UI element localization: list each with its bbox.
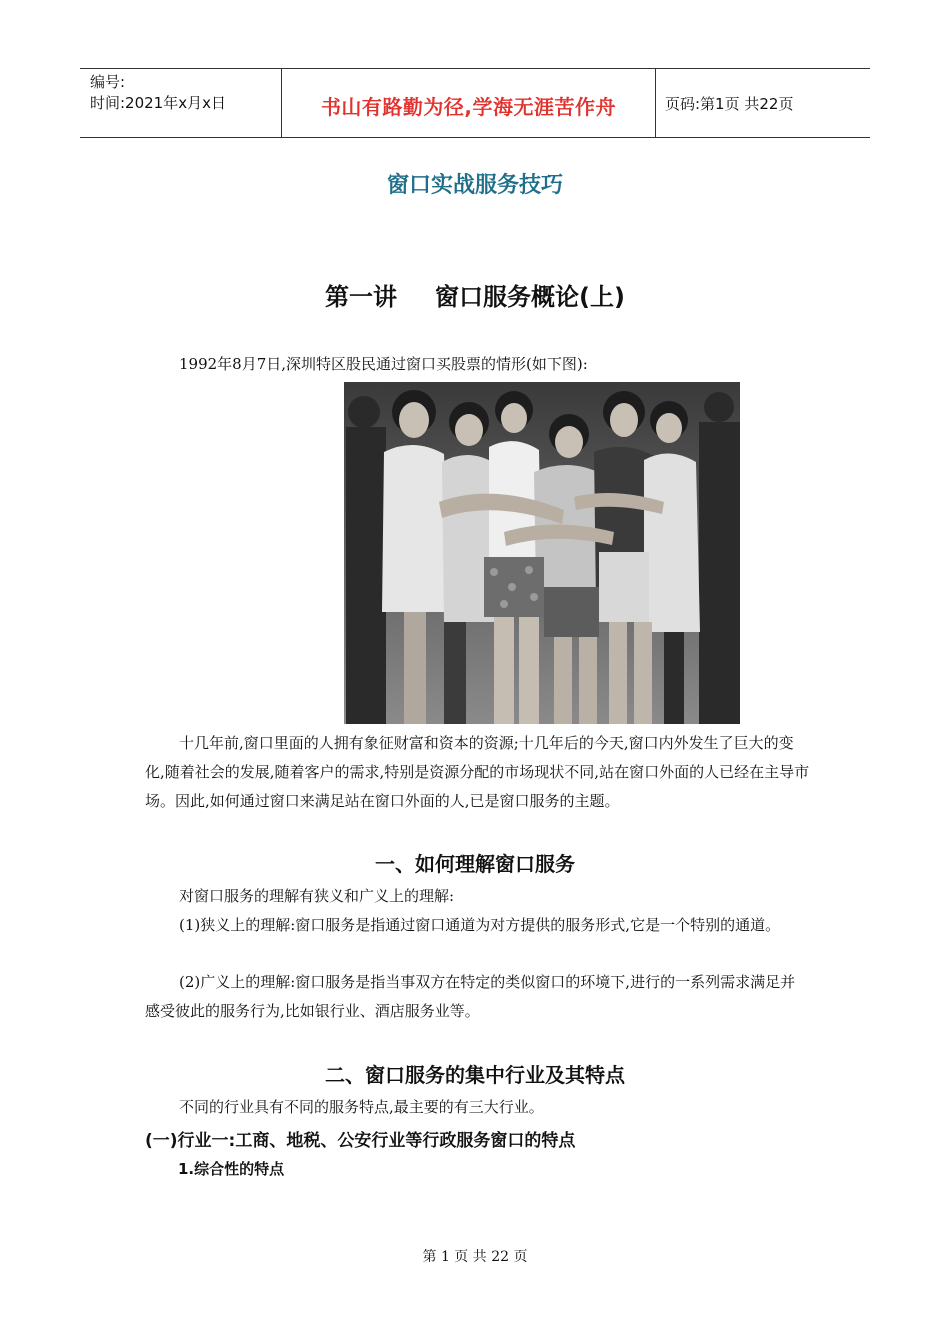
crowd-photo (344, 382, 740, 724)
motto: 书山有路勤为径,学海无涯苦作舟 (320, 95, 617, 119)
header-motto-cell (281, 69, 656, 137)
section-1-item-1: (1)狭义上的理解:窗口服务是指通过窗口通道为对方提供的服务形式,它是一个特别的通道。 (179, 916, 781, 934)
section-1-item-2: (2)广义上的理解:窗口服务是指当事双方在特定的类似窗口的环境下,进行的一系列需求满足并感受彼此的服务行为,比如银行业、酒店服务业等。 (145, 973, 796, 1020)
section-2-intro: 不同的行业具有不同的服务特点,最主要的有三大行业。 (179, 1098, 544, 1116)
page-header (80, 68, 870, 138)
date-label: 时间:2021年x月x日 (90, 94, 226, 112)
section-2-subheading-1-1: 1.综合性的特点 (178, 1160, 285, 1178)
section-2-subheading-1: (一)行业一:工商、地税、公安行业等行政服务窗口的特点 (145, 1131, 576, 1151)
section-2-heading: 二、窗口服务的集中行业及其特点 (325, 1063, 625, 1087)
lecture-title: 窗口服务概论(上) (435, 283, 625, 311)
paragraph-1: 十几年前,窗口里面的人拥有象征财富和资本的资源;十几年后的今天,窗口内外发生了巨大的变化,随着社会的发展,随着客户的需求,特别是资源分配的市场现状不同,站在窗口外面的人已经在主导市场。因此,如何通过窗口来满足站在窗口外面的人,已是窗口服务的主题。 (145, 734, 810, 810)
page-info: 页码:第1页 共22页 (665, 95, 794, 113)
lecture-heading (0, 277, 950, 312)
number-label: 编号: (90, 73, 126, 91)
document-title: 窗口实战服务技巧 (386, 173, 563, 198)
page-footer: 第 1 页 共 22 页 (422, 1249, 528, 1265)
header-meta-cell (80, 69, 281, 137)
section-1-intro: 对窗口服务的理解有狭义和广义上的理解: (179, 887, 455, 905)
header-page-cell (655, 69, 870, 137)
intro-paragraph: 1992年8月7日,深圳特区股民通过窗口买股票的情形(如下图): (179, 355, 588, 373)
lecture-number: 第一讲 (325, 283, 398, 311)
section-1-heading: 一、如何理解窗口服务 (375, 852, 575, 876)
